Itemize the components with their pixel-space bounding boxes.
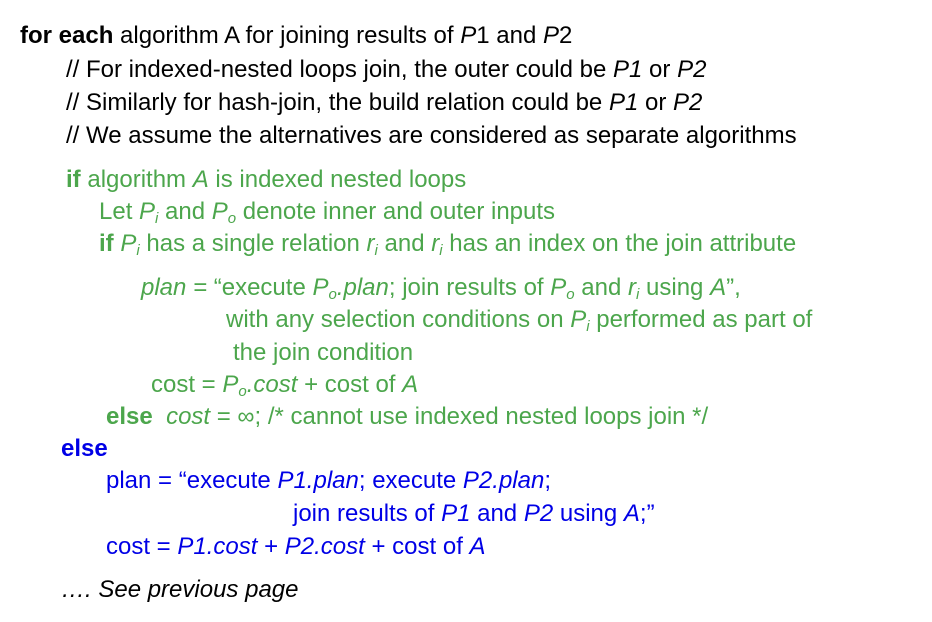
var-p: P: [222, 371, 239, 398]
if-line-single-relation: [99, 230, 797, 259]
cost-line-indexed: [151, 371, 419, 400]
plan-line-indexed: [141, 274, 741, 303]
var-p: P: [460, 22, 477, 49]
var-a: A: [192, 166, 209, 193]
var-plan: plan =: [141, 274, 214, 301]
text: …. See previous page: [61, 576, 299, 603]
var-p: P: [139, 198, 156, 225]
cost-line-general: [106, 535, 486, 559]
text: // For indexed-nested loops join, the outer could be: [66, 56, 614, 83]
keyword-if: if: [66, 166, 81, 193]
keyword-if: if: [99, 230, 114, 257]
text: the join condition: [233, 339, 414, 366]
else-line-infinite-cost: [106, 405, 708, 429]
var-cost-suffix: .cost: [246, 371, 298, 398]
var-a: A: [469, 533, 486, 560]
text: 2: [558, 22, 573, 49]
var-p: P: [570, 306, 587, 333]
var-p1: P1: [613, 56, 643, 83]
var-p: P: [312, 274, 329, 301]
let-line: [99, 198, 556, 227]
text: Let: [99, 198, 140, 225]
subscript-i: i: [439, 242, 443, 259]
join-condition-line: [233, 341, 413, 365]
text: or: [642, 56, 678, 83]
text: 1 and: [476, 22, 543, 49]
text: ; execute: [358, 467, 463, 494]
var-p1: P1: [441, 500, 471, 527]
subscript-i: i: [374, 242, 378, 259]
subscript-o: o: [227, 210, 237, 227]
var-p1-plan: P1.plan: [277, 467, 359, 494]
text: +: [257, 533, 285, 560]
selection-conditions-line: [226, 306, 813, 335]
subscript-i: i: [586, 318, 590, 335]
var-a: A: [623, 500, 640, 527]
subscript-o: o: [238, 383, 247, 400]
var-p2: P2: [673, 89, 703, 116]
if-line-indexed-nested: [66, 168, 466, 192]
subscript-i: i: [636, 286, 640, 303]
text: join results of: [293, 500, 442, 527]
var-p2: P2: [677, 56, 707, 83]
plan-line-general: [106, 469, 551, 493]
text: and: [470, 500, 524, 527]
text: ;: [544, 467, 551, 494]
var-p2-plan: P2.plan: [462, 467, 545, 494]
subscript-o: o: [566, 286, 575, 303]
text: algorithm: [80, 166, 193, 193]
see-previous-page-note: [61, 578, 298, 602]
text: ;”: [639, 500, 655, 527]
comment-line-alternatives: [66, 124, 797, 148]
text: cost =: [151, 371, 223, 398]
var-p: P: [550, 274, 567, 301]
text: denote inner and outer inputs: [236, 198, 556, 225]
text: with any selection conditions on: [226, 306, 571, 333]
text: ”,: [726, 274, 741, 301]
var-a: A: [402, 371, 419, 398]
keyword-else: else: [106, 403, 153, 430]
var-p: P: [542, 22, 559, 49]
text: “execute: [213, 274, 313, 301]
var-a: A: [710, 274, 727, 301]
text: = ∞; /* cannot use indexed nested loops join */: [210, 403, 709, 430]
text: + cost of: [297, 371, 403, 398]
var-p: P: [120, 230, 137, 257]
text: // Similarly for hash-join, the build relation could be: [66, 89, 609, 116]
text: and: [158, 198, 212, 225]
var-cost: cost: [166, 403, 211, 430]
else-line-outer: [61, 437, 108, 461]
join-results-line: [293, 502, 655, 526]
text: or: [638, 89, 673, 116]
keyword-for-each: for each: [20, 22, 114, 49]
var-r: r: [366, 230, 375, 257]
comment-line-indexed-nested: [66, 58, 706, 82]
var-p: P: [211, 198, 228, 225]
text: plan = “execute: [106, 467, 278, 494]
comment-line-hash-join: [66, 91, 702, 115]
var-r: r: [628, 274, 637, 301]
var-p1-cost: P1.cost: [177, 533, 258, 560]
var-r: r: [431, 230, 440, 257]
subscript-o: o: [328, 286, 337, 303]
pseudocode-line-for-each: [20, 24, 572, 48]
text: is indexed nested loops: [208, 166, 467, 193]
var-p1: P1: [608, 89, 639, 116]
text: [153, 403, 166, 430]
var-p2: P2: [523, 500, 554, 527]
text: has a single relation: [139, 230, 367, 257]
var-plan-suffix: .plan: [336, 274, 389, 301]
text: + cost of: [364, 533, 470, 560]
text: cost =: [106, 533, 178, 560]
text: and: [377, 230, 432, 257]
subscript-i: i: [136, 242, 140, 259]
text: and: [574, 274, 629, 301]
subscript-i: i: [155, 210, 159, 227]
text: performed as part of: [589, 306, 813, 333]
text: has an index on the join attribute: [442, 230, 797, 257]
text: // We assume the alternatives are considered as separate algorithms: [66, 122, 797, 149]
text: using: [639, 274, 711, 301]
var-p2-cost: P2.cost: [284, 533, 365, 560]
text: algorithm A for joining results of: [113, 22, 461, 49]
text: ; join results of: [388, 274, 551, 301]
text: using: [553, 500, 624, 527]
keyword-else: else: [61, 435, 108, 462]
